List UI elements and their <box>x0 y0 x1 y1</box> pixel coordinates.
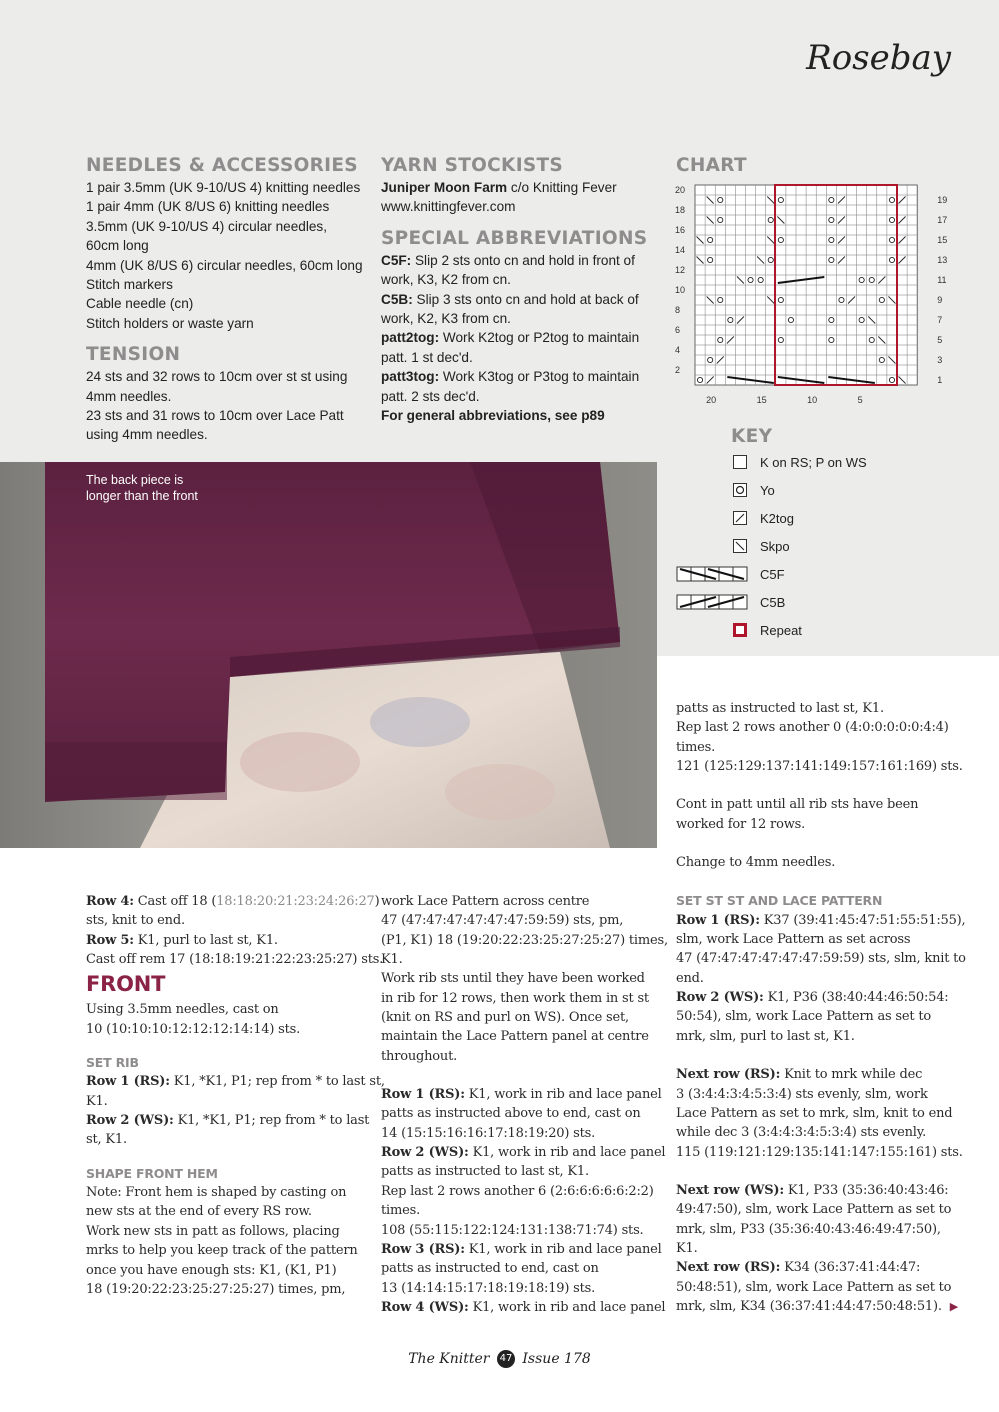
row-label: Row 2 (WS): <box>676 990 764 1006</box>
chart-grid <box>695 185 917 385</box>
yarn-brand-line <box>381 178 651 197</box>
tension-line: 24 sts and 32 rows to 10cm over st st using <box>86 369 348 385</box>
needle-line: 1 pair 4mm (UK 8/US 6) knitting needles <box>86 199 330 215</box>
page-title: Rosebay <box>806 38 951 78</box>
row5-line <box>86 931 376 950</box>
row-text: while dec 3 (3:4:4:3:4:5:3:4) sts evenly. <box>676 1125 927 1141</box>
abbrev-text: patt. 1 st dec'd. <box>381 349 473 365</box>
row-label: Row 3 (RS): <box>381 1241 465 1257</box>
photo-caption <box>86 472 198 504</box>
row-label: Row 1 (RS): <box>381 1087 465 1103</box>
row-text: mrk, slm, P33 (35:36:40:43:46:49:47:50), <box>676 1221 941 1237</box>
row-text: Cast off 18 ( <box>133 894 217 909</box>
abbrev-heading: SPECIAL ABBREVIATIONS <box>381 227 648 249</box>
row-label: Row 4: <box>86 894 134 909</box>
cable-back-icon <box>676 594 748 610</box>
row-text: K1, P36 (38:40:44:46:50:54: <box>763 990 949 1006</box>
page-number: 47 <box>497 1350 515 1368</box>
abbrev-c5b <box>381 290 651 309</box>
row-label-left: 18 <box>675 205 686 215</box>
caption-line: longer than the front <box>86 489 198 503</box>
hem-text: new sts at the end of every RS row. <box>86 1204 312 1220</box>
row-label: Row 2 (WS): <box>381 1145 469 1161</box>
front-row2 <box>381 1143 666 1162</box>
rib-row2 <box>86 1111 376 1130</box>
needles-heading: NEEDLES & ACCESSORIES <box>86 155 358 176</box>
chart-section <box>676 154 747 178</box>
body-text: 121 (125:129:137:141:149:157:161:169) sts. <box>676 759 963 775</box>
row-text: K1. <box>676 1240 698 1256</box>
lace-row1 <box>676 911 966 930</box>
body-text: worked for 12 rows. <box>676 816 806 832</box>
row-text: 3 (3:4:4:3:4:5:3:4) sts evenly, slm, work <box>676 1086 928 1102</box>
key-label: C5B <box>760 594 786 610</box>
tension-line: 4mm needles. <box>86 388 172 404</box>
row-text: slm, work Lace Pattern as set across <box>676 932 911 948</box>
key-section <box>731 425 772 449</box>
garment-photo <box>0 462 657 848</box>
row-label-left: 16 <box>675 225 686 235</box>
cable-front-icon <box>676 566 748 582</box>
row-label: Next row (WS): <box>676 1182 784 1198</box>
general-abbrev-text: For general abbreviations, see p89 <box>381 408 605 424</box>
abbrev-term: C5B: <box>381 291 413 307</box>
key-item-knit <box>733 452 867 472</box>
row-text: Lace Pattern as set to mrk, slm, knit to end <box>676 1105 953 1121</box>
row-text: Knit to mrk while dec <box>780 1067 923 1083</box>
needle-line: 4mm (UK 8/US 6) circular needles, 60cm long <box>86 257 363 273</box>
row-text: 49:47:50), slm, work Lace Pattern as set to <box>676 1202 952 1218</box>
stitch-label: 10 <box>807 395 818 405</box>
abbrev-text: work, K3, K2 from cn. <box>381 272 511 288</box>
row-text: ) <box>374 894 380 909</box>
row-text-final <box>676 1297 961 1316</box>
stitch-label: 15 <box>756 395 767 405</box>
size-values: 18:18:20:21:23:24:26:27 <box>216 894 375 909</box>
key-item-skpo <box>733 536 790 556</box>
key-label: K on RS; P on WS <box>760 454 867 470</box>
body-text: throughout. <box>381 1048 458 1064</box>
key-panel <box>657 462 999 656</box>
lace-row2 <box>676 988 961 1007</box>
continue-arrow-icon: ▶ <box>949 1299 958 1313</box>
caption-line: The back piece is <box>86 473 184 487</box>
left-slant-icon <box>733 539 747 553</box>
row-text: patts as instructed to end, cast on <box>381 1261 599 1277</box>
row-label: Row 2 (WS): <box>86 1113 174 1129</box>
setrib-heading: SET RIB <box>86 1055 139 1071</box>
body-column-2 <box>381 892 668 1317</box>
front-text: 10 (10:10:10:12:12:12:14:14) sts. <box>86 1021 301 1037</box>
row-text: K34 (36:37:41:44:47: <box>780 1260 921 1276</box>
row-label-left: 10 <box>675 285 686 295</box>
row-text: 13 (14:14:15:17:18:19:18:19) sts. <box>381 1280 596 1296</box>
row-label-right: 7 <box>937 315 943 325</box>
body-text: Rep last 2 rows another 0 (4:0:0:0:0:0:4:4) <box>676 720 949 736</box>
row-text: 50:48:51), slm, work Lace Pattern as set to <box>676 1279 952 1295</box>
row-text: K1, *K1, P1; rep from * to last <box>173 1113 370 1129</box>
row-text: K1. <box>86 1093 108 1109</box>
shape-hem-heading: SHAPE FRONT HEM <box>86 1165 218 1181</box>
row-label-right: 11 <box>937 275 947 285</box>
yarn-section <box>381 154 651 425</box>
row-text: end. <box>676 970 704 986</box>
row-label: Row 1 (RS): <box>86 1074 170 1090</box>
key-label: Skpo <box>760 538 790 554</box>
yo-circle-icon <box>733 483 747 497</box>
yarn-heading: YARN STOCKISTS <box>381 155 564 176</box>
key-item-k2tog <box>733 508 794 528</box>
right-slant-icon <box>733 511 747 525</box>
key-label: Repeat <box>760 622 802 638</box>
needles-section <box>86 154 366 445</box>
row-text: K1, work in rib and lace panel <box>468 1145 666 1161</box>
abbrev-text: Work K3tog or P3tog to maintain <box>439 369 640 385</box>
key-label: C5F <box>760 566 785 582</box>
row-text: Rep last 2 rows another 6 (2:6:6:6:6:6:2:2) <box>381 1183 654 1199</box>
key-label: Yo <box>760 482 775 498</box>
row-label-right: 1 <box>937 375 943 385</box>
abbrev-term: C5F: <box>381 252 412 268</box>
next-row-ws <box>676 1181 961 1200</box>
general-abbrev-note <box>381 406 651 425</box>
row-text: Cast off rem 17 (18:18:19:21:22:23:25:27) sts. <box>86 952 384 968</box>
row-text: 50:54), slm, work Lace Pattern as set to <box>676 1009 931 1025</box>
needle-line: 60cm long <box>86 238 149 254</box>
body-text: K1. <box>381 952 403 968</box>
row-text: times. <box>381 1203 421 1219</box>
needle-line: Stitch holders or waste yarn <box>86 315 254 331</box>
abbrev-text: patt. 2 sts dec'd. <box>381 388 480 404</box>
row-label-left: 14 <box>675 245 686 255</box>
row-text: sts, knit to end. <box>86 913 185 929</box>
row-label: Row 4 (WS): <box>381 1299 469 1315</box>
body-text: patts as instructed to last st, K1. <box>676 701 884 716</box>
row-label-right: 13 <box>937 255 948 265</box>
body-column-1 <box>86 892 385 1299</box>
hem-text: Note: Front hem is shaped by casting on <box>86 1185 347 1201</box>
abbrev-text: Slip 2 sts onto cn and hold in front of <box>411 252 635 268</box>
abbrev-text: work, K2, K3 from cn. <box>381 311 511 327</box>
row-text: patts as instructed to last st, K1. <box>381 1164 589 1180</box>
hem-text: once you have enough sts: K1, (K1, P1) <box>86 1262 337 1278</box>
row-label-left: 6 <box>675 325 681 335</box>
body-text: work Lace Pattern across centre <box>381 894 590 909</box>
row-text: K37 (39:41:45:47:51:55:51:55), <box>759 912 966 928</box>
abbrev-patt2tog <box>381 328 651 347</box>
front-row1 <box>381 1085 662 1104</box>
yarn-brand-rest: c/o Knitting Fever <box>507 180 617 195</box>
stitch-label: 5 <box>857 395 863 405</box>
row-label-right: 5 <box>937 335 943 345</box>
tension-heading: TENSION <box>86 344 181 366</box>
body-text: maintain the Lace Pattern panel at centre <box>381 1029 649 1045</box>
needle-line: Cable needle (cn) <box>86 296 194 312</box>
front-row3 <box>381 1240 662 1259</box>
hem-text: Work new sts in patt as follows, placing <box>86 1223 340 1239</box>
row-label-right: 17 <box>937 215 948 225</box>
row-text: patts as instructed above to end, cast on <box>381 1106 641 1122</box>
row-label: Row 1 (RS): <box>676 912 760 928</box>
body-text: in rib for 12 rows, then work them in st st <box>381 990 649 1006</box>
rib-row1 <box>86 1072 385 1091</box>
body-text: times. <box>676 739 716 755</box>
row-label-left: 12 <box>675 265 686 275</box>
abbrev-term: patt3tog: <box>381 369 440 385</box>
lace-chart <box>670 180 960 410</box>
needle-line: 1 pair 3.5mm (UK 9-10/US 4) knitting needles <box>86 180 361 195</box>
row-label-right: 3 <box>937 355 943 365</box>
abbrev-text: Work K2tog or P2tog to maintain <box>439 330 640 346</box>
yarn-brand: Juniper Moon Farm <box>381 180 508 195</box>
row-text: 47 (47:47:47:47:47:47:59:59) sts, slm, knit to <box>676 951 966 967</box>
tension-line: using 4mm needles. <box>86 427 208 443</box>
key-item-c5f <box>676 564 785 584</box>
hem-text: 18 (19:20:22:23:25:27:25:27) times, pm, <box>86 1281 346 1297</box>
key-item-repeat <box>733 620 802 640</box>
next-row-rs <box>676 1065 961 1084</box>
row-label-left: 4 <box>675 345 681 355</box>
row-text: 14 (15:15:16:16:17:18:19:20) sts. <box>381 1125 596 1141</box>
body-text: Cont in patt until all rib sts have been <box>676 797 919 813</box>
abbrev-text: Slip 3 sts onto cn and hold at back of <box>412 291 639 307</box>
body-text: Work rib sts until they have been worked <box>381 971 645 987</box>
row-text: K1, work in rib and lace panel <box>468 1299 666 1315</box>
front-text: Using 3.5mm needles, cast on <box>86 1002 279 1018</box>
stitch-label: 20 <box>706 395 717 405</box>
abbrev-patt3tog <box>381 367 651 386</box>
front-row4 <box>381 1298 666 1317</box>
page-footer <box>0 1350 999 1368</box>
yarn-url[interactable]: www.knittingfever.com <box>381 199 516 215</box>
row-text: K1, work in rib and lace panel <box>464 1087 662 1103</box>
row-label-right: 19 <box>937 195 948 205</box>
repeat-box-icon <box>733 623 747 637</box>
row-label-left: 8 <box>675 305 681 315</box>
body-text: (P1, K1) 18 (19:20:22:23:25:27:25:27) times, <box>381 932 668 948</box>
row-label-left: 20 <box>675 185 686 195</box>
key-item-c5b <box>676 592 786 612</box>
chart-heading: CHART <box>676 155 747 176</box>
row-label: Next row (RS): <box>676 1067 781 1083</box>
key-heading: KEY <box>731 426 773 447</box>
row-text: mrk, slm, K34 (36:37:41:44:47:50:48:51). <box>676 1298 942 1314</box>
magazine-name: The Knitter <box>408 1351 490 1367</box>
key-item-yo <box>733 480 775 500</box>
row4-line <box>86 892 380 911</box>
abbrev-term: patt2tog: <box>381 330 440 346</box>
row-label: Next row (RS): <box>676 1260 781 1276</box>
body-text: (knit on RS and purl on WS). Once set, <box>381 1010 629 1026</box>
front-heading: FRONT <box>86 972 166 997</box>
row-text: K1, *K1, P1; rep from * to last st, <box>169 1074 385 1090</box>
next-row-rs-2 <box>676 1258 961 1277</box>
row-text: K1, P33 (35:36:40:43:46: <box>783 1182 949 1198</box>
row-text: 115 (119:121:129:135:141:147:155:161) sts. <box>676 1144 963 1160</box>
row-text: K1, work in rib and lace panel <box>464 1241 662 1257</box>
row-label-right: 9 <box>937 295 943 305</box>
row-label: Row 5: <box>86 932 134 948</box>
tension-line: 23 sts and 31 rows to 10cm over Lace Patt <box>86 408 344 424</box>
row-text: K1, purl to last st, K1. <box>133 932 278 948</box>
row-label-right: 15 <box>937 235 948 245</box>
hem-text: mrks to help you keep track of the pattern <box>86 1243 358 1259</box>
needle-line: 3.5mm (UK 9-10/US 4) circular needles, <box>86 218 327 234</box>
issue-number: Issue 178 <box>522 1351 591 1367</box>
blank-square-icon <box>733 455 747 469</box>
row-text: st, K1. <box>86 1132 127 1148</box>
row-text: mrk, slm, purl to last st, K1. <box>676 1028 855 1044</box>
abbrev-c5f <box>381 251 651 270</box>
body-text: 47 (47:47:47:47:47:47:59:59) sts, pm, <box>381 913 624 929</box>
needle-line: Stitch markers <box>86 277 173 293</box>
row-text: 108 (55:115:122:124:131:138:71:74) sts. <box>381 1222 644 1238</box>
body-column-3 <box>676 699 966 1316</box>
key-label: K2tog <box>760 510 794 526</box>
row-label-left: 2 <box>675 365 681 375</box>
set-lace-heading: SET ST ST AND LACE PATTERN <box>676 893 883 909</box>
body-text: Change to 4mm needles. <box>676 855 836 871</box>
